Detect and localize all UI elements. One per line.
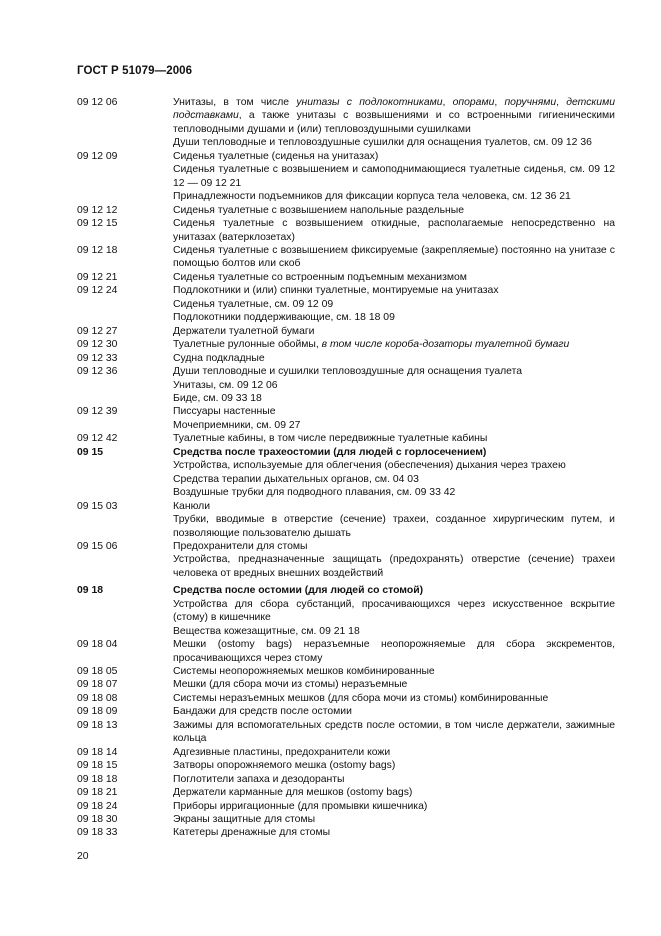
item-title: [173, 365, 615, 378]
item-code: 09 18 30: [77, 814, 118, 826]
item-code: 09 12 09: [77, 150, 118, 162]
text: Сиденья туалетные с возвышением откидные, располагаемые непосредственно на унитазах (ватерклозетах): [173, 218, 615, 243]
item-code: 09 18 13: [77, 719, 118, 731]
item-title: [173, 692, 615, 705]
item-note: [173, 513, 615, 540]
item-code: 09 12 27: [77, 325, 118, 337]
item-title: [173, 96, 615, 136]
text: Системы неопорожняемых мешков комбинированные: [173, 666, 435, 678]
list-item: [77, 826, 615, 839]
item-description: [173, 96, 615, 150]
item-code: 09 12 42: [77, 433, 118, 445]
page-number: 20: [77, 851, 89, 862]
text: Держатели туалетной бумаги: [173, 325, 315, 337]
text: Сиденья туалетные с возвышением и самоподнимающиеся туалетные сиденья, см. 09 12 12 — 09 12 21: [173, 164, 615, 189]
text: Предохранители для стомы: [173, 540, 308, 552]
text: Души тепловодные и тепловоздушные сушилки для оснащения туалетов, см. 09 12 36: [173, 137, 592, 149]
list-item: [77, 204, 615, 217]
list-item: [77, 584, 615, 638]
text: Средства после трахеостомии (для людей с горлосечением): [173, 446, 487, 458]
text: Адгезивные пластины, предохранители кожи: [173, 746, 391, 758]
item-title: [173, 284, 615, 297]
text: Держатели карманные для мешков (ostomy bags): [173, 787, 413, 799]
item-code: 09 12 06: [77, 97, 118, 108]
list-item: [77, 325, 615, 338]
list-item: [77, 96, 615, 150]
item-description: [173, 365, 615, 405]
item-description: [173, 813, 615, 826]
item-code: 09 15 06: [77, 540, 118, 552]
list-item: [77, 446, 615, 500]
item-code: 09 12 36: [77, 366, 118, 378]
list-item: [77, 365, 615, 405]
list-item: [77, 786, 615, 799]
list-item: [77, 678, 615, 691]
text: ,: [442, 97, 453, 108]
item-code: 09 12 30: [77, 339, 118, 351]
item-description: [173, 405, 615, 432]
text: Души тепловодные и сушилки тепловоздушные для оснащения туалета: [173, 366, 523, 378]
item-description: [173, 500, 615, 540]
text: Средства терапии дыхательных органов, см. 04 03: [173, 473, 419, 485]
text: Сиденья туалетные, см. 09 12 09: [173, 298, 334, 310]
item-title: [173, 150, 615, 163]
item-code: 09 12 18: [77, 244, 118, 256]
text: Унитазы, см. 09 12 06: [173, 379, 278, 391]
text: , а также унитазы с возвышениями и со встроенными гигиеническими тепловодными душами и (или) тепловоздушными сушилками: [173, 110, 615, 135]
italic-text: в том числе короба-дозаторы туалетной бумаги: [321, 339, 570, 351]
item-code: 09 12 12: [77, 204, 118, 216]
item-title: [173, 638, 615, 665]
item-title: [173, 446, 615, 459]
text: Зажимы для вспомогательных средств после остомии, в том числе держатели, зажимные кольца: [173, 719, 615, 745]
item-title: [173, 204, 615, 217]
item-title: [173, 338, 615, 351]
list-item: [77, 665, 615, 678]
text: ,: [556, 97, 567, 108]
text: Катетеры дренажные для стомы: [173, 827, 331, 839]
item-title: [173, 665, 615, 678]
document-header: ГОСТ Р 51079—2006: [77, 65, 193, 77]
item-title: [173, 217, 615, 244]
item-note: [173, 459, 615, 472]
item-title: [173, 759, 615, 772]
item-code: 09 18: [77, 585, 104, 597]
item-title: [173, 405, 615, 418]
item-note: [173, 486, 615, 499]
item-code: 09 18 33: [77, 827, 118, 839]
item-description: [173, 584, 615, 638]
item-description: [173, 746, 615, 759]
item-note: [173, 419, 615, 432]
item-note: [173, 298, 615, 311]
item-title: [173, 352, 615, 365]
item-title: [173, 705, 615, 718]
list-item: [77, 338, 615, 351]
item-description: [173, 325, 615, 338]
item-title: [173, 773, 615, 786]
text: Унитазы, в том числе: [173, 97, 297, 108]
item-code: 09 18 18: [77, 773, 118, 785]
item-description: [173, 773, 615, 786]
item-description: [173, 150, 615, 204]
item-title: [173, 813, 615, 826]
item-code: 09 18 15: [77, 760, 118, 772]
item-description: [173, 786, 615, 799]
list-item: [77, 432, 615, 445]
text: Устройства, предназначенные защищать (предохранять) отверстие (сечение) трахеи человека от вредных внешних воздействий: [173, 554, 615, 579]
italic-text: поручнями: [504, 97, 557, 108]
text: Подлокотники и (или) спинки туалетные, монтируемые на унитазах: [173, 285, 499, 297]
item-note: [173, 473, 615, 486]
text: Устройства для сбора субстанций, просачивающихся через искусственное вскрытие (стому) в кишечнике: [173, 598, 615, 624]
item-code: 09 12 24: [77, 285, 118, 297]
item-description: [173, 692, 615, 705]
list-item: [77, 284, 615, 324]
item-code: 09 15: [77, 446, 104, 458]
item-description: [173, 665, 615, 678]
italic-text: унитазы с подлокотниками: [296, 97, 443, 108]
item-code: 09 18 21: [77, 787, 118, 799]
item-title: [173, 244, 615, 271]
text: Устройства, используемые для облегчения (обеспечения) дыхания через трахею: [173, 460, 566, 472]
item-note: [173, 163, 615, 190]
item-code: 09 12 21: [77, 271, 118, 283]
text: Трубки, вводимые в отверстие (сечение) трахеи, созданное хирургическим путем, и позволяющие пользователю дышать: [173, 514, 615, 539]
text: Сиденья туалетные со встроенным подъемным механизмом: [173, 271, 467, 283]
item-title: [173, 540, 615, 553]
list-item: [77, 719, 615, 746]
text: Принадлежности подъемников для фиксации корпуса тела человека, см. 12 36 21: [173, 191, 571, 203]
item-code: 09 12 33: [77, 352, 118, 364]
item-note: [173, 136, 615, 149]
list-item: [77, 759, 615, 772]
item-description: [173, 244, 615, 271]
item-title: [173, 719, 615, 746]
item-code: 09 18 24: [77, 800, 118, 812]
item-title: [173, 826, 615, 839]
list-item: [77, 800, 615, 813]
item-title: [173, 432, 615, 445]
item-description: [173, 638, 615, 665]
text: Сиденья туалетные с возвышением напольные раздельные: [173, 204, 465, 216]
text: Туалетные кабины, в том числе передвижные туалетные кабины: [173, 433, 488, 445]
item-title: [173, 678, 615, 691]
item-description: [173, 705, 615, 718]
item-title: [173, 271, 615, 284]
text: Мочеприемники, см. 09 27: [173, 419, 301, 431]
list-item: [77, 813, 615, 826]
text: Поглотители запаха и дезодоранты: [173, 773, 345, 785]
item-description: [173, 352, 615, 365]
item-code: 09 12 15: [77, 218, 118, 230]
text: Сиденья туалетные (сиденья на унитазах): [173, 150, 379, 162]
item-code: 09 12 39: [77, 406, 118, 418]
text: Системы неразъемных мешков (для сбора мочи из стомы) комбинированные: [173, 692, 549, 704]
text: Подлокотники поддерживающие, см. 18 18 09: [173, 312, 395, 324]
text: Канюли: [173, 500, 211, 512]
list-item: [77, 217, 615, 244]
item-description: [173, 284, 615, 324]
item-note: [173, 311, 615, 324]
item-description: [173, 759, 615, 772]
item-code: 09 15 03: [77, 500, 118, 512]
item-title: [173, 800, 615, 813]
list-item: [77, 500, 615, 540]
item-description: [173, 204, 615, 217]
text: Приборы ирригационные (для промывки кишечника): [173, 800, 428, 812]
text: Бандажи для средств после остомии: [173, 706, 352, 718]
item-title: [173, 786, 615, 799]
item-code: 09 18 04: [77, 639, 118, 651]
item-note: [173, 392, 615, 405]
text: Вещества кожезащитные, см. 09 21 18: [173, 625, 360, 637]
list-item: [77, 638, 615, 665]
item-note: [173, 598, 615, 625]
item-description: [173, 271, 615, 284]
list-item: [77, 352, 615, 365]
text: Затворы опорожняемого мешка (ostomy bags): [173, 760, 396, 772]
list-item: [77, 773, 615, 786]
text: Мешки (ostomy bags) неразъемные неопорожняемые для сбора экскрементов, просачивающихся через стому: [173, 639, 615, 664]
classification-list: [77, 96, 615, 840]
item-description: [173, 432, 615, 445]
item-code: 09 18 14: [77, 746, 118, 758]
item-title: [173, 584, 615, 597]
item-note: [173, 553, 615, 580]
list-item: [77, 540, 615, 580]
text: Экраны защитные для стомы: [173, 814, 316, 826]
text: Мешки (для сбора мочи из стомы) неразъемные: [173, 679, 408, 691]
list-item: [77, 705, 615, 718]
item-note: [173, 190, 615, 203]
list-item: [77, 271, 615, 284]
list-item: [77, 150, 615, 204]
item-code: 09 18 07: [77, 679, 118, 691]
item-description: [173, 826, 615, 839]
italic-text: детскими подставками: [173, 97, 615, 122]
list-item: [77, 405, 615, 432]
text: Туалетные рулонные обоймы,: [173, 339, 322, 351]
item-title: [173, 500, 615, 513]
item-code: 09 18 05: [77, 666, 118, 678]
item-code: 09 18 08: [77, 692, 118, 704]
italic-text: опорами: [452, 97, 495, 108]
item-description: [173, 800, 615, 813]
item-note: [173, 379, 615, 392]
item-title: [173, 746, 615, 759]
list-item: [77, 692, 615, 705]
text: Биде, см. 09 33 18: [173, 392, 262, 404]
item-description: [173, 446, 615, 500]
list-item: [77, 746, 615, 759]
item-title: [173, 325, 615, 338]
text: Воздушные трубки для подводного плавания, см. 09 33 42: [173, 487, 456, 499]
list-item: [77, 244, 615, 271]
text: ,: [494, 97, 505, 108]
item-code: 09 18 09: [77, 706, 118, 718]
text: Судна подкладные: [173, 352, 265, 364]
item-description: [173, 678, 615, 691]
item-description: [173, 217, 615, 244]
item-note: [173, 625, 615, 638]
item-description: [173, 540, 615, 580]
text: Сиденья туалетные с возвышением фиксируемые (закрепляемые) постоянно на унитазе с помощью болтов или скоб: [173, 244, 615, 270]
text: Писсуары настенные: [173, 406, 276, 418]
item-description: [173, 338, 615, 351]
text: Средства после остомии (для людей со стомой): [173, 585, 424, 597]
item-description: [173, 719, 615, 746]
